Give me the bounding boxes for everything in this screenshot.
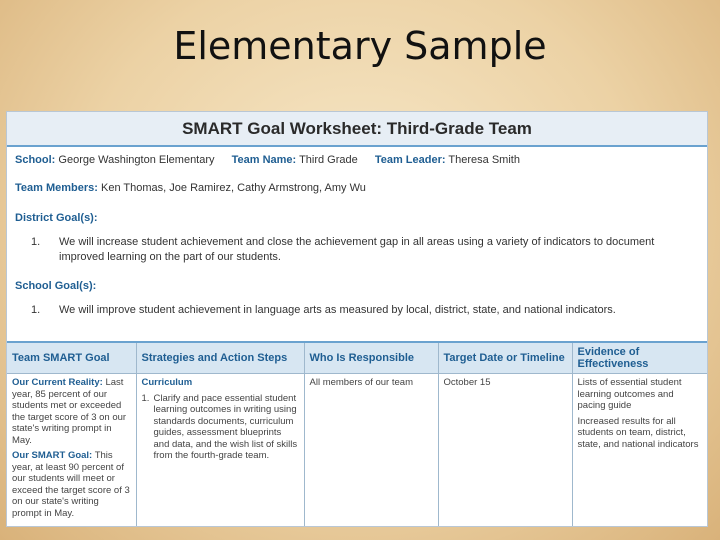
team-leader-label: Team Leader: [374, 154, 446, 166]
strategies-cell [136, 374, 304, 528]
evidence-item-1: Lists of essential student learning outcomes and pacing guide [577, 377, 682, 411]
district-goal-item [15, 235, 699, 265]
evidence-cell [572, 374, 707, 528]
header-target-date: Target Date or Timeline [438, 342, 572, 374]
table-row [7, 374, 707, 528]
current-reality-text: Last year, 85 percent of our students met or exceeded the target score of 3 on our state's writing prompt in May. [12, 377, 127, 446]
team-members-label: Team Members: [15, 182, 98, 194]
school-goal-text: We will improve student achievement in language arts as measured by local, district, state, and national indicators. [59, 304, 616, 316]
current-reality-label: Our Current Reality: [12, 377, 103, 388]
worksheet-info [7, 150, 707, 318]
who-responsible-cell: All members of our team [304, 374, 438, 528]
header-team-smart-goal: Team SMART Goal [7, 342, 136, 374]
school-goals-label: School Goal(s): [15, 280, 97, 292]
team-leader-value: Theresa Smith [448, 154, 520, 166]
district-goal-number: 1. [31, 236, 41, 248]
header-evidence: Evidence of Effectiveness [572, 342, 707, 374]
strategy-heading: Curriculum [141, 377, 193, 388]
school-goal-item [15, 303, 699, 318]
evidence-item-2: Increased results for all students on team, district, state, and national indicators [577, 415, 699, 450]
school-value: George Washington Elementary [58, 154, 215, 166]
school-goal-number: 1. [31, 304, 41, 316]
header-strategies: Strategies and Action Steps [136, 342, 304, 374]
strategy-item-number: 1. [141, 392, 150, 404]
header-who-responsible: Who Is Responsible [304, 342, 438, 374]
slide-title: Elementary Sample [173, 24, 547, 68]
school-label: School: [15, 154, 56, 166]
table-header-row [7, 342, 707, 374]
smart-goal-table [7, 341, 707, 527]
team-smart-goal-cell [7, 374, 136, 528]
team-members-row [15, 179, 699, 197]
smart-goal-text: This year, at least 90 percent of our students will meet or exceed the target score of 3 on our state's writing prompt in May. [12, 450, 130, 519]
district-goals-label: District Goal(s): [15, 212, 98, 224]
team-members-value: Ken Thomas, Joe Ramirez, Cathy Armstrong, Amy Wu [101, 182, 366, 194]
smart-goal-label: Our SMART Goal: [12, 450, 93, 461]
smart-goal-worksheet [6, 111, 708, 527]
team-info-row [15, 150, 699, 170]
target-date-cell: October 15 [438, 374, 572, 528]
worksheet-heading: SMART Goal Worksheet: Third-Grade Team [7, 112, 707, 147]
team-name-label: Team Name: [231, 154, 297, 166]
district-goal-text: We will increase student achievement and close the achievement gap in all areas using a variety of indicators to document improved learning on the part of our students. [59, 236, 655, 263]
team-name-value: Third Grade [299, 154, 358, 166]
strategy-item-text: Clarify and pace essential student learning outcomes in writing using standards documents, curriculum guides, assessment blueprints and data, and the wish list of skills from the fourth-grade team. [153, 392, 298, 461]
